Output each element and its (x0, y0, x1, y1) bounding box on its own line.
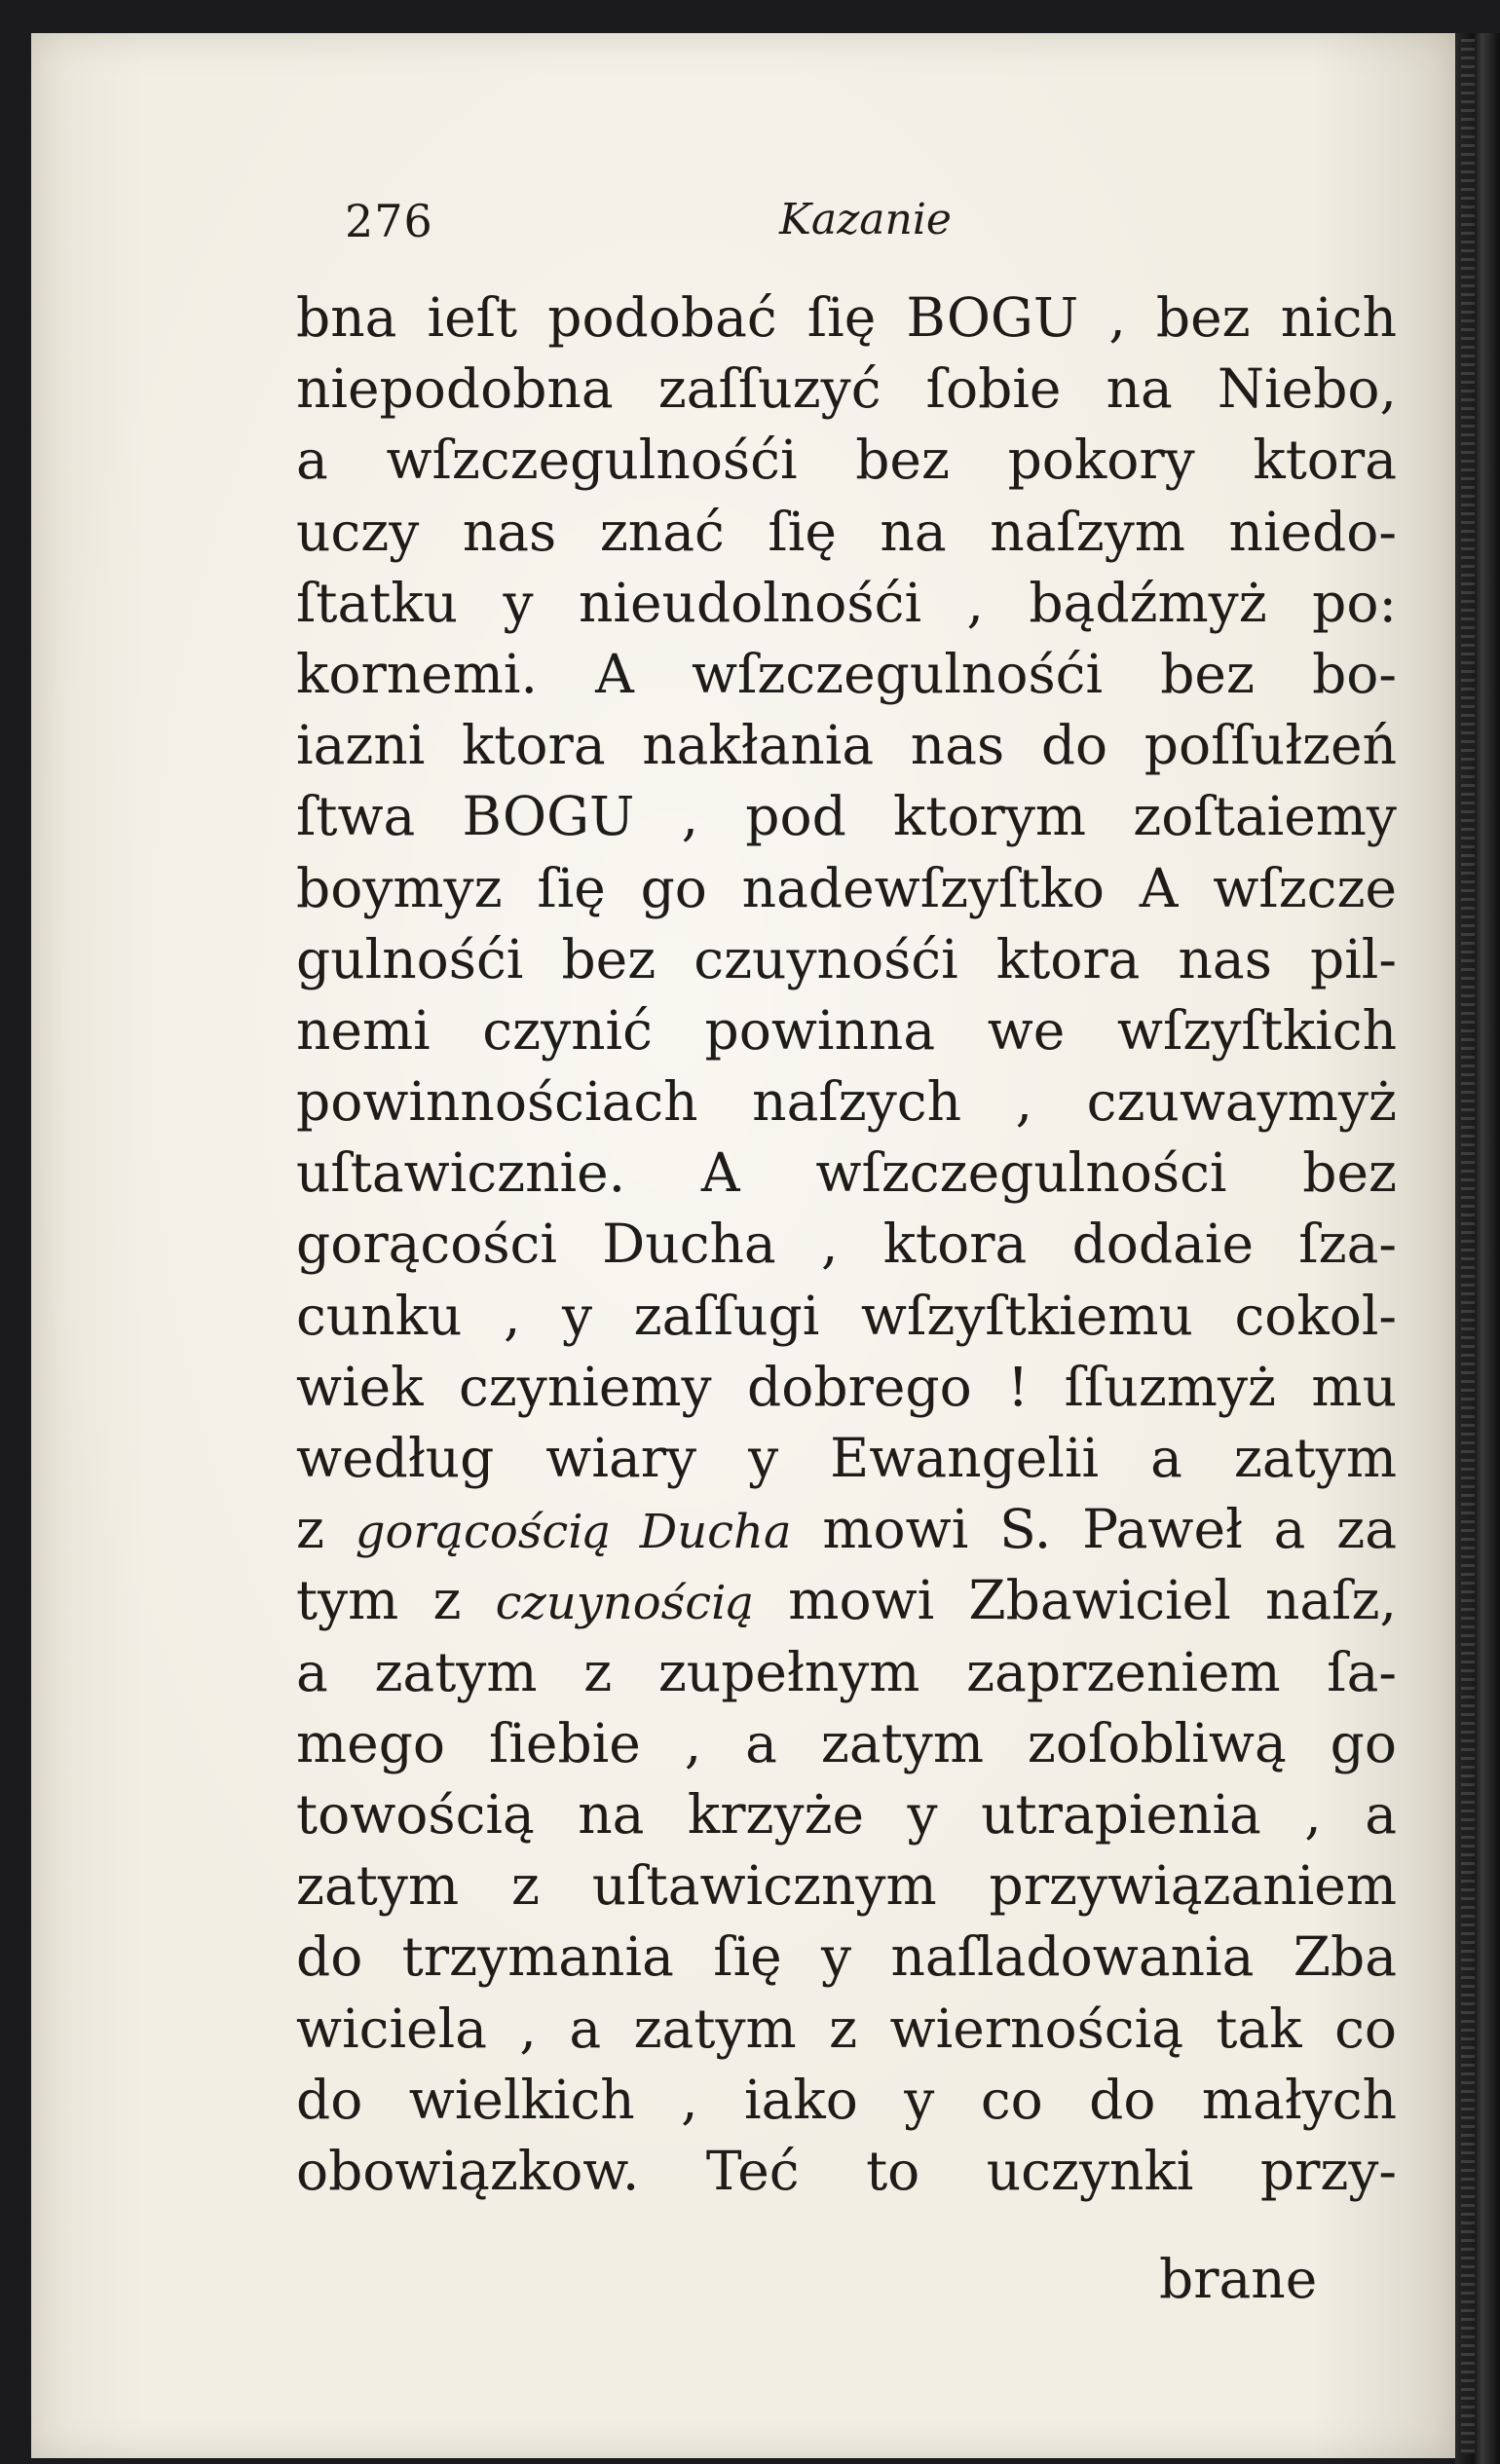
line-text: bna ieſt podobać ſię BOGU , bez nich (296, 286, 1397, 349)
text-line (296, 710, 1397, 781)
line-text: ſtatku y nieudolnośći , bądźmyż po: (296, 571, 1397, 634)
text-line (296, 995, 1397, 1066)
line-text: a wſzczegulnośći bez pokory ktora (296, 429, 1397, 492)
italic-phrase: gorącością Ducha (355, 1505, 792, 1560)
line-text: iazni ktora nakłania nas do poſſułzeń (296, 714, 1397, 777)
line-text: tym z (296, 1569, 496, 1632)
text-line (296, 1138, 1397, 1209)
text-line (296, 1209, 1397, 1280)
line-text: zatym z uſtawicznym przywiązaniem (296, 1854, 1397, 1918)
line-text: wiciela , a zatym z wiernością tak co (296, 1997, 1397, 2060)
text-line (296, 1922, 1397, 1993)
line-text: powinnościach naſzych , czuwaymyż (296, 1070, 1397, 1134)
text-line (296, 497, 1397, 568)
text-line (296, 1637, 1397, 1708)
text-line (296, 1994, 1397, 2065)
line-text: niepodobna zaſſuzyć ſobie na Niebo, (296, 357, 1397, 421)
text-line (296, 2065, 1397, 2136)
text-line (296, 1850, 1397, 1922)
line-text: z (296, 1498, 356, 1561)
text-line (296, 1565, 1397, 1636)
line-text: do trzymania ſię y naſladowania Zba (296, 1925, 1397, 1989)
text-line (296, 354, 1397, 425)
text-line (296, 1708, 1397, 1779)
line-text: mowi Zbawiciel naſz, (754, 1569, 1398, 1632)
line-text: towością na krzyże y utrapienia , a (296, 1782, 1397, 1846)
text-line (296, 1423, 1397, 1494)
text-line (296, 1352, 1397, 1423)
adjacent-page-edge (1461, 39, 1475, 2454)
line-text: gulnośći bez czuynośći ktora nas pil- (296, 927, 1397, 990)
line-text: a zatym z zupełnym zaprzeniem ſa- (296, 1640, 1397, 1703)
line-text: uſtawicznie. A wſzczegulności bez (296, 1141, 1397, 1205)
line-text: kornemi. A wſzczegulnośći bez bo- (296, 642, 1397, 705)
line-text: uczy nas znać ſię na naſzym niedo- (296, 500, 1397, 563)
page-number: 276 (345, 195, 433, 247)
line-text: mowi S. Paweł a za (791, 1498, 1397, 1561)
book-page (31, 33, 1455, 2458)
text-line (296, 1281, 1397, 1352)
line-text: ſtwa BOGU , pod ktorym zoſtaiemy (296, 785, 1397, 848)
line-text: gorącości Ducha , ktora dodaie ſza- (296, 1213, 1397, 1276)
line-text: boymyz ſię go nadewſzyſtko A wſzcze (296, 856, 1397, 919)
line-text: do wielkich , iako y co do małych (296, 2068, 1397, 2131)
text-line (296, 282, 1397, 354)
body-text (296, 282, 1397, 2207)
line-text: wiek czyniemy dobrego ! ſſuzmyż mu (296, 1355, 1397, 1418)
line-text: według wiary y Ewangelii a zatym (296, 1427, 1397, 1489)
text-line (296, 853, 1397, 924)
line-text: obowiązkow. Teć to uczynki przy- (296, 2139, 1397, 2202)
text-line (296, 1494, 1397, 1565)
line-text: mego ſiebie , a zatym zoſobliwą go (296, 1711, 1397, 1774)
text-line (296, 781, 1397, 852)
line-text: nemi czynić powinna we wſzyſtkich (296, 998, 1397, 1062)
text-line (296, 2136, 1397, 2207)
text-line (296, 568, 1397, 639)
italic-phrase: czuynością (495, 1576, 755, 1631)
text-line (296, 639, 1397, 710)
text-line (296, 425, 1397, 496)
text-line (296, 1066, 1397, 1138)
running-title: Kazanie (779, 195, 952, 244)
catchword: brane (1159, 2248, 1318, 2310)
text-line (296, 1779, 1397, 1850)
text-line (296, 924, 1397, 995)
line-text: cunku , y zaſſugi wſzyſtkiemu cokol- (296, 1284, 1397, 1347)
